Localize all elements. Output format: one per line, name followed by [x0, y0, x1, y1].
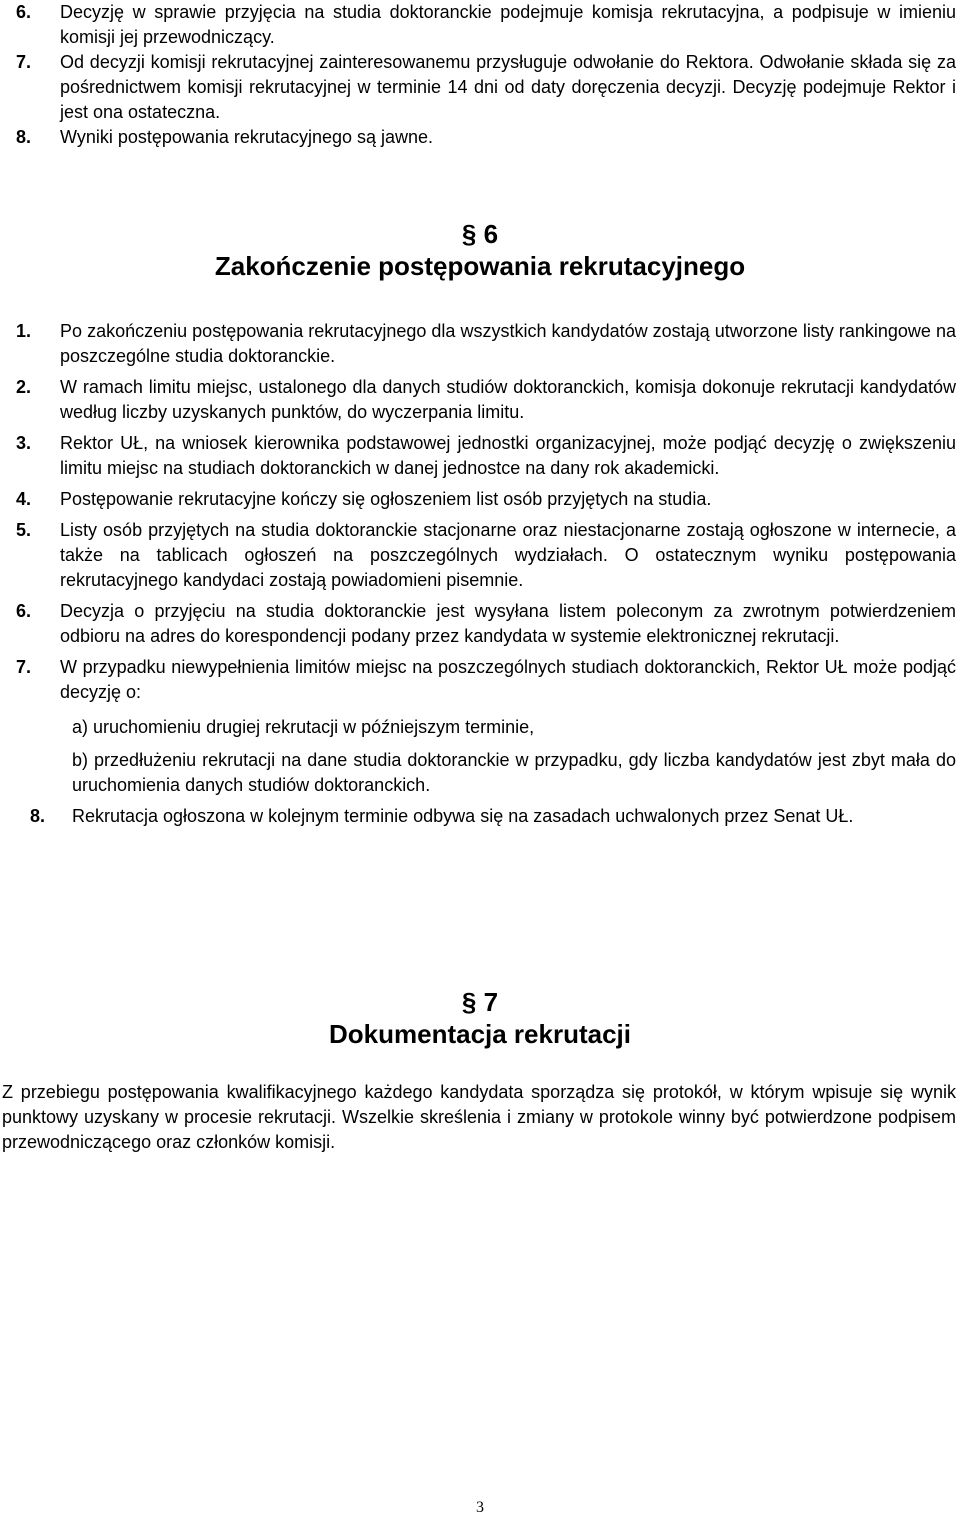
item-text: Wyniki postępowania rekrutacyjnego są jawne. — [60, 127, 434, 147]
item-text: Postępowanie rekrutacyjne kończy się ogłoszeniem list osób przyjętych na studia. — [60, 489, 712, 509]
list-item — [0, 518, 960, 593]
item-number: 2. — [16, 377, 32, 397]
list-item — [0, 804, 960, 829]
section-6-heading — [0, 218, 960, 282]
item-number: 6. — [16, 2, 32, 22]
top-list — [0, 0, 960, 150]
item-text: Rektor UŁ, na wniosek kierownika podstawowej jednostki organizacyjnej, może podjąć decyzję o zwiększeniu limitu miejsc na studiach doktoranckich w danej jednostce na dany rok akademicki. — [60, 433, 956, 478]
list-item — [0, 50, 960, 125]
item-text: Decyzja o przyjęciu na studia doktoranckie jest wysyłana listem poleconym za zwrotnym potwierdzeniem odbioru na adres do korespondencji podany przez kandydata w systemie elektronicznej rekrutacji. — [60, 601, 956, 646]
item-text: W ramach limitu miejsc, ustalonego dla danych studiów doktoranckich, komisja dokonuje rekrutacji kandydatów według liczby uzyskanych punktów, do wyczerpania limitu. — [60, 377, 956, 422]
sub-item-a: a) uruchomieniu drugiej rekrutacji w późniejszym terminie, — [72, 717, 535, 737]
section-7-paragraph: Z przebiegu postępowania kwalifikacyjnego każdego kandydata sporządza się protokół, w którym wpisuje się wynik punktowy uzyskany w procesie rekrutacji. Wszelkie skreślenia i zmiany w protokole winny być potwierdzone podpisem przewodniczącego oraz członków komisji. — [2, 1082, 956, 1152]
item-number: 1. — [16, 321, 32, 341]
item-number: 3. — [16, 433, 32, 453]
list-item — [0, 431, 960, 481]
page-number: 3 — [476, 1499, 484, 1516]
section-7-title: Dokumentacja rekrutacji — [328, 1019, 631, 1049]
item-text: Decyzję w sprawie przyjęcia na studia doktoranckie podejmuje komisja rekrutacyjna, a podpisuje w imieniu komisji jej przewodniczący. — [60, 2, 956, 47]
sub-item-b: b) przedłużeniu rekrutacji na dane studia doktoranckie w przypadku, gdy liczba kandydatów jest zbyt mała do uruchomienia danych studiów doktoranckich. — [72, 750, 956, 795]
item-text: Listy osób przyjętych na studia doktoranckie stacjonarne oraz niestacjonarne zostają ogłoszone w internecie, a także na tablicach ogłoszeń na poszczególnych wydziałach. O ostatecznym wyniku postępowania rekrutacyjnego kandydaci zostają powiadomieni pisemnie. — [60, 520, 956, 590]
list-item — [0, 319, 960, 369]
item-number: 5. — [16, 520, 32, 540]
section-7-heading — [0, 986, 960, 1050]
list-item — [0, 375, 960, 425]
list-item — [0, 599, 960, 649]
item-number: 8. — [16, 127, 32, 147]
item-text: Rekrutacja ogłoszona w kolejnym terminie odbywa się na zasadach uchwalonych przez Senat UŁ. — [72, 806, 854, 826]
list-item — [0, 655, 960, 705]
section-6-symbol: § 6 — [461, 219, 499, 249]
section-6-list — [0, 319, 960, 829]
section-7-symbol: § 7 — [461, 987, 499, 1017]
item-text: Po zakończeniu postępowania rekrutacyjnego dla wszystkich kandydatów zostają utworzone listy rankingowe na poszczególne studia doktoranckie. — [60, 321, 956, 366]
item-number: 4. — [16, 489, 32, 509]
item-text: Od decyzji komisji rekrutacyjnej zainteresowanemu przysługuje odwołanie do Rektora. Odwołanie składa się za pośrednictwem komisji rekrutacyjnej w terminie 14 dni od daty doręczenia decyzji. Decyzję podejmuje Rektor i jest ona ostateczna. — [60, 52, 956, 122]
item-number: 6. — [16, 601, 32, 621]
item-number: 8. — [30, 806, 46, 826]
list-item — [0, 125, 960, 150]
section-6-title: Zakończenie postępowania rekrutacyjnego — [214, 251, 746, 281]
list-item — [0, 0, 960, 50]
item-text: W przypadku niewypełnienia limitów miejsc na poszczególnych studiach doktoranckich, Rektor UŁ może podjąć decyzję o: — [60, 657, 956, 702]
item-number: 7. — [16, 52, 32, 72]
list-item — [0, 487, 960, 512]
item-number: 7. — [16, 657, 32, 677]
